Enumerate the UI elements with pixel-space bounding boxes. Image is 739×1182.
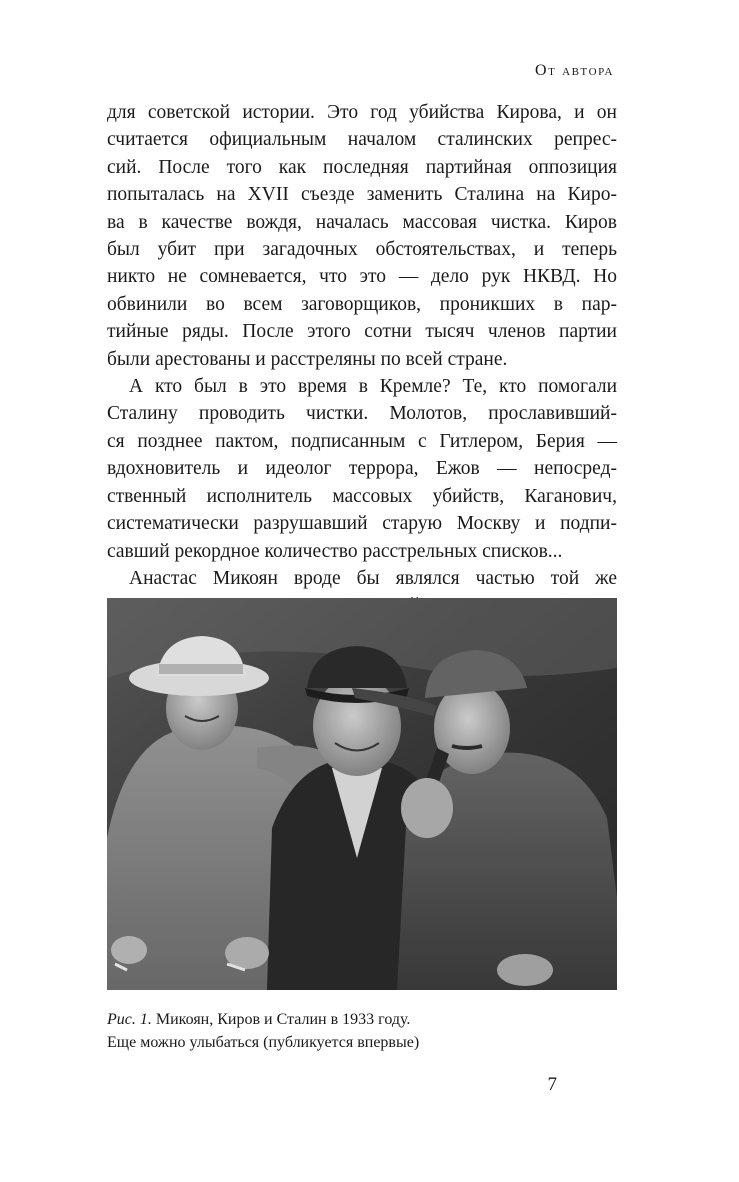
text-line: обвинили во всем заговорщиков, проникших в пар- [107, 293, 617, 315]
text-line: савший рекордное количество расстрельных списков... [107, 540, 563, 562]
running-head: От автора [535, 62, 614, 79]
text-line: ся позднее пактом, подписанным с Гитлером, Берия — [107, 430, 617, 452]
text-line: вдохновитель и идеолог террора, Ежов — непосред- [107, 458, 617, 480]
text-line: систематически разрушавший старую Москву и подпи- [107, 513, 617, 535]
caption-text-1: Микоян, Киров и Сталин в 1933 году. [151, 1011, 411, 1028]
text-line: тийные ряды. После этого сотни тысяч членов партии [107, 321, 617, 343]
text-line: ственный исполнитель массовых убийств, Каганович, [107, 485, 617, 507]
text-line: никто не сомневается, что это — дело рук НКВД. Но [107, 266, 617, 288]
text-line: А кто был в это время в Кремле? Те, кто помогали [129, 376, 617, 398]
text-line: были арестованы и расстреляны по всей стране. [107, 348, 508, 370]
body-text [107, 99, 617, 620]
archival-photo [107, 598, 617, 990]
text-line: ва в качестве вождя, началась массовая чистка. Киров [107, 211, 617, 233]
caption-line-2: Еще можно улыбаться (публикуется впервые) [107, 1034, 420, 1051]
text-line: Анастас Микоян вроде бы являлся частью той же [129, 567, 617, 589]
figure-label: Рис. 1. [107, 1011, 152, 1028]
figure-caption [107, 1008, 617, 1054]
text-line: сий. После того как последняя партийная оппозиция [107, 156, 617, 178]
text-line: был убит при загадочных обстоятельствах, и теперь [107, 239, 617, 261]
text-line: Сталину проводить чистки. Молотов, прославивший- [107, 403, 617, 425]
text-line: для советской истории. Это год убийства Кирова, и он [107, 102, 617, 123]
text-line: считается официальным началом сталинских репрес- [107, 129, 617, 151]
text-line: попыталась на XVII съезде заменить Сталина на Киро- [107, 184, 617, 206]
caption-line-1 [107, 1008, 617, 1031]
page-number: 7 [547, 1074, 557, 1095]
